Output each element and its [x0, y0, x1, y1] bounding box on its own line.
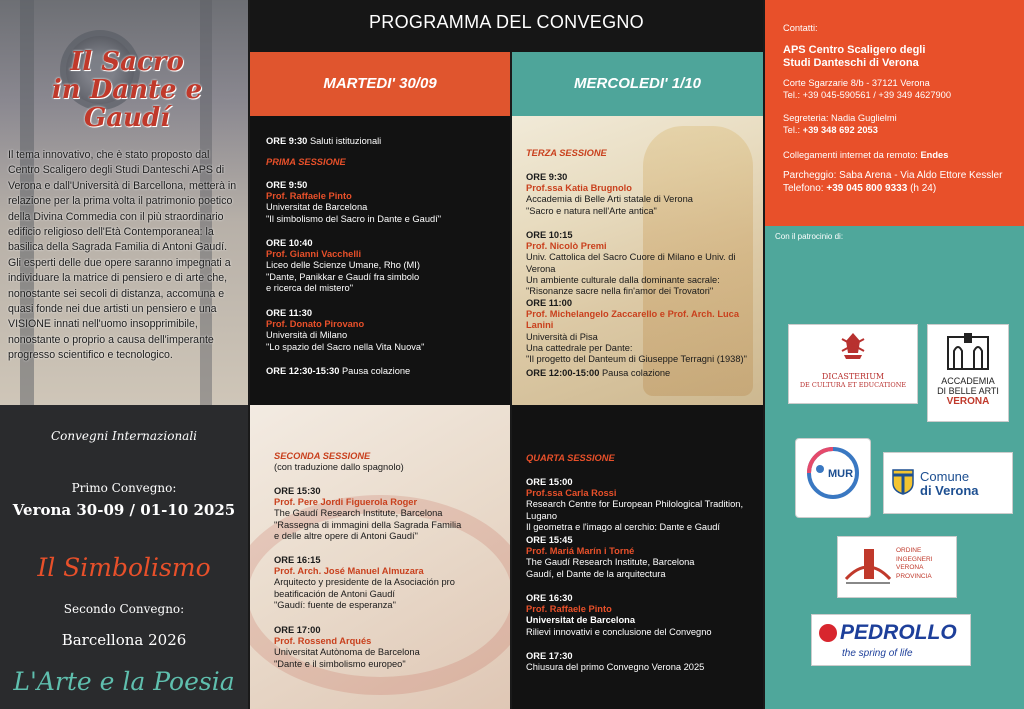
conferences-panel — [0, 405, 248, 709]
wednesday-afternoon-session — [512, 405, 763, 709]
program-title: PROGRAMMA DEL CONVEGNO — [250, 0, 763, 52]
first-conference-label: Primo Convegno: — [71, 481, 177, 495]
remote-connection: Collegamenti internet da remoto: Endes — [783, 150, 949, 160]
contacts-label: Contatti: — [783, 23, 818, 33]
academy-logo: ACCADEMIA DI BELLE ARTI VERONA — [927, 324, 1009, 422]
patronage-panel — [765, 226, 1024, 709]
talk-slot: ORE 11:30 Prof. Donato Pirovano Università di Milano "Lo spazio del Sacro nella Vita Nuova" — [266, 308, 425, 352]
pedrollo-drop-icon — [818, 623, 838, 643]
talk-slot: ORE 15:00 Prof.ssa Carla Rossi Research Centre for European Philological Tradition, Lugano Il geometra e l'imago al cerchio: Dante e Gaudí — [526, 477, 744, 532]
first-conference-theme: Il Simbolismo — [37, 553, 211, 582]
patronage-label: Con il patrocinio di: — [775, 232, 844, 241]
secretary-phone: Tel.: +39 348 692 2053 — [783, 125, 878, 135]
session-title: QUARTA SESSIONE — [526, 453, 615, 463]
session-title: TERZA SESSIONE — [526, 148, 607, 158]
tuesday-morning-session — [250, 116, 510, 405]
dicastery-logo: DICASTERIUM DE CULTURA ET EDUCATIONE — [788, 324, 918, 404]
telephone: Tel.: +39 045-590561 / +39 349 4627900 — [783, 90, 952, 100]
second-conference-theme: L'Arte e la Poesia — [13, 667, 235, 696]
papal-crest-icon — [836, 331, 870, 361]
day-header-tuesday: MARTEDI' 30/09 — [250, 52, 510, 116]
secretary: Segreteria: Nadia Guglielmi — [783, 113, 897, 123]
talk-slot: ORE 9:50 Prof. Raffaele Pinto Universitat de Barcelona "Il simbolismo del Sacro in Dante e Gaudí" — [266, 180, 442, 224]
second-conference-label: Secondo Convegno: — [63, 602, 185, 616]
address: Corte Sgarzarie 8/b - 37121 Verona — [783, 78, 930, 88]
break-slot: ORE 12:00-15:00 Pausa colazione — [526, 368, 671, 378]
talk-slot: ORE 9:30 Prof.ssa Katia Brugnolo Accademia di Belle Arti statale di Verona "Sacro e natura nell'Arte antica" — [526, 172, 693, 216]
pedrollo-logo: PEDROLLO the spring of life — [811, 614, 971, 666]
contacts-panel — [765, 0, 1024, 226]
city-shield-icon — [892, 469, 914, 495]
day-header-wednesday: MERCOLEDI' 1/10 — [512, 52, 763, 116]
first-conference-date: Verona 30-09 / 01-10 2025 — [12, 501, 236, 519]
talk-slot: ORE 10:40 Prof. Gianni Vacchelli Liceo delle Scienze Umane, Rho (MI) "Dante, Panikkar e Gaudí fra simbolo e ricerca del mistero" — [266, 238, 420, 293]
organization-name: APS Centro Scaligero degli Studi Danteschi di Verona — [783, 44, 926, 69]
intro-paragraph: Il tema innovativo, che è stato proposto dal Centro Scaligero degli Studi Danteschi APS di Verona e dall'Università di Barcellona, metterà in relazione per la prima volta il patrimonio poetico della Divina Commedia con il più straordinario edificio religioso dell'Età Contemporanea: la basilica della Sagrada Familia di Antoni Gaudí. Gli esperti delle due opere saranno impegnati a individuare la matrice di pensiero e di arte che, nonostante sei secoli di distanza, accomuna e quasi fonde nei due artisti un pensiero e una VISIONE innati nell'uomo insopprimibile, nonostante o proprio a causa dell'imperante progresso scientifico e tecnologico. — [8, 149, 237, 362]
break-slot: ORE 12:30-15:30 Pausa colazione — [266, 366, 411, 376]
session-title: PRIMA SESSIONE — [266, 157, 346, 167]
comune-verona-logo: Comune di Verona — [883, 452, 1013, 514]
talk-slot: ORE 16:15 Prof. Arch. José Manuel Almuzara Arquitecto y presidente de la Asociación pro beatificación de Antoni Gaudí "Gaudí: fuente de esperanza" — [274, 555, 455, 610]
parking-info: Parcheggio: Saba Arena - Via Aldo Ettore Kessler — [783, 170, 1003, 181]
session-note: (con traduzione dallo spagnolo) — [274, 462, 404, 472]
building-facade-icon — [946, 331, 990, 371]
talk-slot: ORE 15:30 Prof. Pere Jordi Figuerola Roger The Gaudí Research Institute, Barcelona "Rassegna di immagini della Sagrada Familia e delle altre opere di Antoni Gaudí" — [274, 486, 462, 541]
session-title: SECONDA SESSIONE — [274, 451, 371, 461]
talk-slot: ORE 15:45 Prof. Mariá Marín i Torné The Gaudí Research Institute, Barcelona Gaudí, el Dante de la arquitectura — [526, 535, 695, 579]
cover-panel — [0, 0, 248, 405]
engineers-order-logo: ORDINE INGEGNERI VERONA PROVINCIA — [837, 536, 957, 598]
talk-slot: ORE 17:00 Prof. Rossend Arqués Universitat Autònoma de Barcelona "Dante e il simbolismo europeo" — [274, 625, 420, 669]
brochure-title: Il Sacro in Dante e Gaudí — [51, 47, 203, 133]
talk-slot: ORE 10:15 Prof. Nicolò Premi Univ. Cattolica del Sacro Cuore di Milano e Univ. di Verona Un ambiente culturale dalla dominante sacrale: "Risonanze sacre nella fin'amor dei Trovatori" — [526, 230, 736, 297]
talk-slot: ORE 11:00 Prof. Michelangelo Zaccarello e Prof. Arch. Luca Lanini Università di Pisa Una cattedrale per Dante: "Il progetto del Danteum di Giuseppe Terragni (1938)" — [526, 298, 747, 365]
tuesday-afternoon-session — [250, 405, 510, 709]
wednesday-morning-session — [512, 116, 763, 405]
mur-logo — [795, 438, 871, 518]
opening-slot: ORE 9:30 Saluti istituzionali — [266, 136, 382, 146]
parking-phone: Telefono: +39 045 800 9333 (h 24) — [783, 183, 937, 194]
closing-slot: ORE 17:30 Chiusura del primo Convegno Verona 2025 — [526, 651, 705, 673]
bridge-tower-icon — [844, 545, 892, 591]
series-title: Convegni Internazionali — [50, 429, 198, 443]
mur-emblem-icon — [802, 445, 864, 501]
svg-text:MUR: MUR — [828, 468, 854, 480]
talk-slot: ORE 16:30 Prof. Raffaele Pinto Universitat de Barcelona Rilievi innovativi e conclusione del Convegno — [526, 593, 712, 637]
second-conference-date: Barcellona 2026 — [61, 631, 187, 649]
